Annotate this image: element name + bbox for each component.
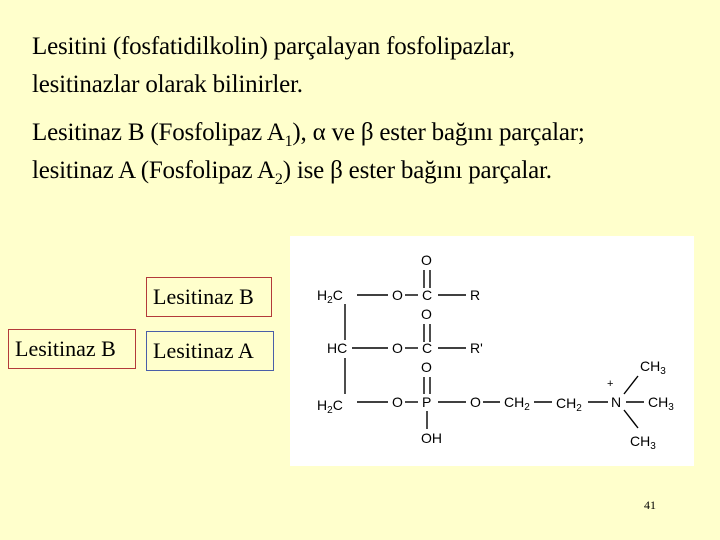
bond-n-ch3-bottom	[624, 410, 638, 428]
enzyme-text-4: ) ise β ester bağını parçalar.	[282, 157, 552, 184]
ch2-b: $CH_2$	[556, 395, 582, 414]
phosphorus: P	[422, 394, 432, 410]
carbonyl-oxygen-1: O	[421, 252, 432, 268]
enzyme-text-3: lesitinaz A (Fosfolipaz A	[32, 157, 275, 184]
lesitinaz-a-label: Lesitinaz A	[146, 331, 274, 371]
ester-oxygen-2: O	[392, 340, 403, 356]
enzyme-text-1: Lesitinaz B (Fosfolipaz A	[32, 119, 285, 146]
r-group: R	[470, 287, 481, 303]
phosphate-ester-oxygen: O	[392, 394, 403, 410]
lesitinaz-b-label-top: Lesitinaz B	[146, 277, 272, 317]
intro-line-1: Lesitini (fosfatidilkolin) parçalayan fosfolipazlar,	[32, 33, 515, 60]
nitrogen: N	[611, 394, 622, 410]
methyl-top: $CH_3$	[640, 358, 666, 377]
ch2-a: $CH_2$	[504, 394, 530, 413]
hc-row2: HC	[327, 340, 348, 356]
bond-n-ch3-top	[624, 376, 638, 394]
h2c-row1: $H_2C$	[317, 287, 343, 306]
subscript-2: 2	[274, 171, 283, 188]
enzyme-paragraph	[32, 114, 585, 190]
h2c-row3: $H_2C$	[317, 397, 343, 416]
phosphate-oxygen-top: O	[421, 359, 432, 375]
positive-charge: +	[607, 378, 614, 390]
ester-oxygen-1: O	[392, 287, 403, 303]
carbonyl-carbon-2: C	[422, 340, 433, 356]
lesitinaz-b-label-left: Lesitinaz B	[8, 329, 136, 369]
r-prime-group: R'	[470, 340, 483, 356]
subscript-1: 1	[284, 133, 293, 150]
methyl-bottom: $CH_3$	[630, 433, 656, 452]
structure-drawing	[290, 236, 694, 466]
page-number: 41	[644, 498, 656, 512]
carbonyl-carbon-1: C	[422, 287, 433, 303]
phosphatidylcholine-structure	[290, 236, 694, 466]
carbonyl-oxygen-2: O	[421, 306, 432, 322]
phosphate-oxygen-4: O	[470, 394, 481, 410]
methyl-right: $CH_3$	[648, 394, 674, 413]
enzyme-text-2: ), α ve β ester bağını parçalar;	[292, 119, 585, 146]
intro-line-2: lesitinazlar olarak bilinirler.	[32, 71, 303, 98]
hydroxyl: OH	[421, 430, 442, 446]
intro-paragraph	[32, 28, 515, 104]
